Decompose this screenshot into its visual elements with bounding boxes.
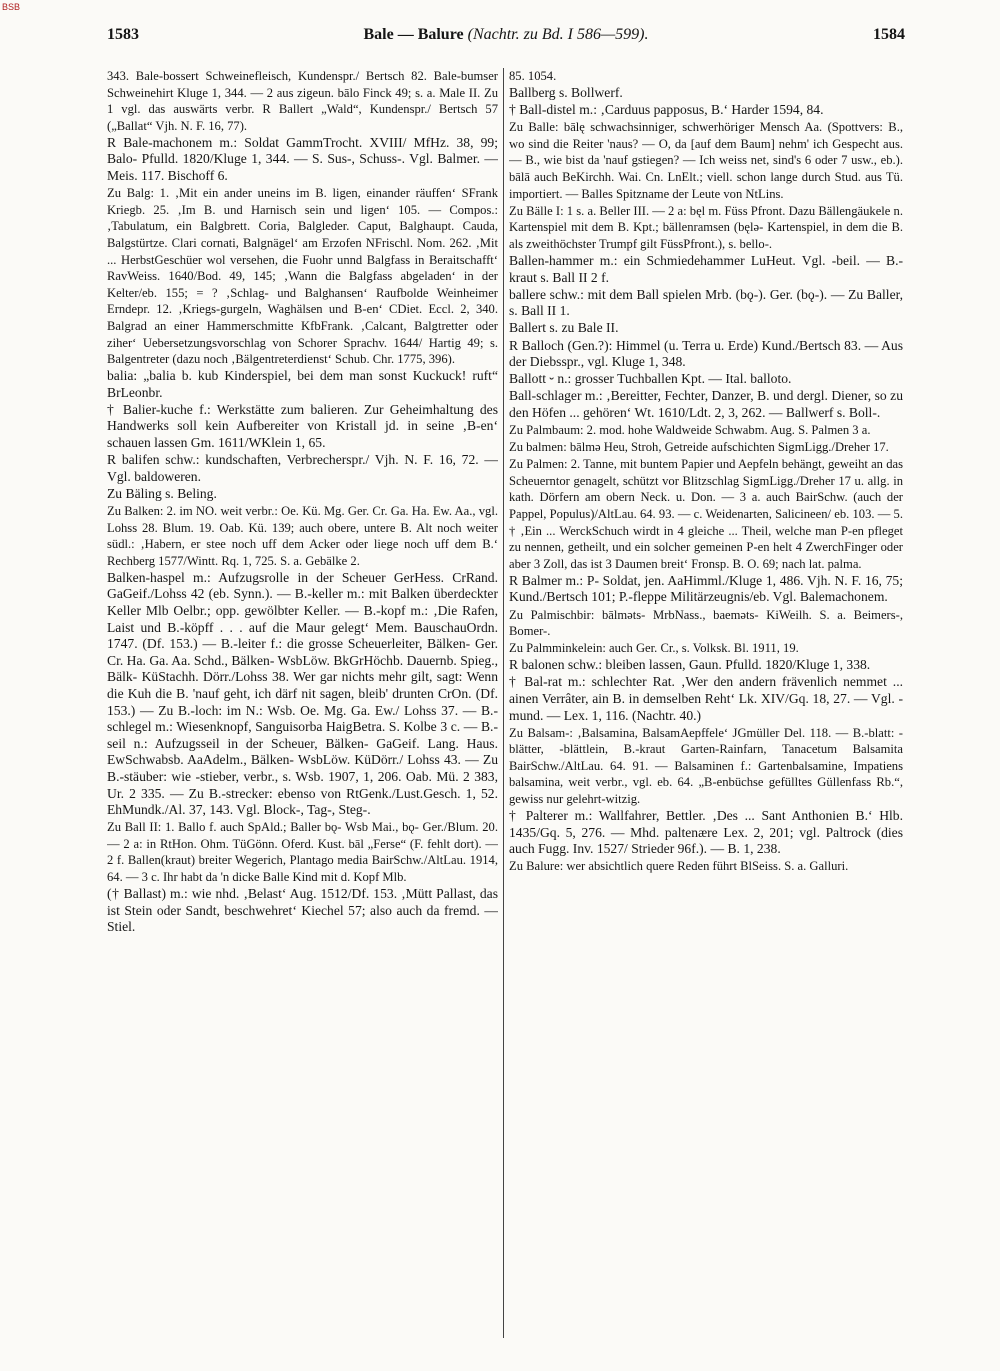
library-mark: BSB [2, 2, 21, 12]
dictionary-entry: R balonen schw.: bleiben lassen, Gaun. Pfulld. 1820/Kluge 1, 338. [509, 657, 871, 673]
dictionary-entry: Ballott ⏑ n.: grosser Tuchballen Kpt. — Ital. balloto. [509, 371, 792, 387]
dictionary-entry: Zu Balg: 1. ‚Mit ein ander uneins im B. ligen, einander räuffen‘ SFrank Kriegb. 25. ‚Im B. und Harnisch sein und ligen‘ 105. — Compos.: ‚Tabulatum, ein Balgbrett. Coria, Balgleder. Caput, Balghaupt. Cauda, Balgstürtze. Clari cornati, Balgnägel‘ am Erzofen NFrischl. Nom. 262. ‚Mit ... HerbstGeschüer wol versehen, die Fuohr unnd Balgfass in Beraitschafft‘ RavWeiss. 1640/Bod. 49, 145; ‚Wann die Balgfass abgeladen‘ in der Kelter/eb. 155; = ? ‚Schlag- und Balghansen‘ Raufbolde Weinheimer Erndepr. 12. ‚Kriegs-gurgeln, Waghälsen und B-en‘ CDiet. Eccl. 2, 340. Balgrad an einer Hammerschmitte KfbFrank. ‚Calcant, Balgtretter oder ziher‘ Uebersetzungsvorschlag von Schorer Sprachv. 1644/ Hartig 49; s. Balgentreter (dazu noch ‚Bälgentreterdienst‘ Schub. Chr. 1775, 396). [107, 186, 498, 367]
dictionary-entry: Zu Balle: bālę schwachsinniger, schwerhöriger Mensch Aa. (Spottvers: B., wo sind die Reiter 'naus? — O, da [auf dem Baum] nehm' ich Gespecht aus. — B., wie bist da 'nauf gstiegen? — Ich weiss net, sind's 6 oder 7 usw., eb.). bālā auch BeKirchh. Wai. Cn. LnElt.; viell. schon lange durch Stud. aus Tü. importiert. — Balles Spitzname der Leute von NtLins. [509, 120, 903, 201]
dictionary-entry: † Balier-kuche f.: Werkstätte zum balieren. Zur Geheimhaltung des Handwerks soll kein Aufbereiter von Kristall jd. in seine ‚B-en‘ schauen lassen Gm. 1611/WKlein 1, 65. [107, 401, 498, 451]
dictionary-entry: R Balloch (Gen.?): Himmel (u. Terra u. Erde) Kund./Bertsch 83. — Aus der Diebsspr., vgl. Kluge 1, 348. [509, 337, 903, 370]
page-number-left: 1583 [107, 26, 139, 43]
dictionary-entry: Zu Balsam-: ‚Balsamina, BalsamAepffele‘ JGmüller Del. 118. — B.-blatt: -blätter, -blättlein, B.-kraut Garten-Rainfarn, Tanacetum Balsamita BairSchw./AltLau. 64. 91. — Balsaminen f.: Gartenbalsamine, Impatiens balsamina, weit verbr., vgl. eb. 64. „B-enbüchse gefülltes Güllenfass Rb.“, gewiss nur gelehrt-witzig. [509, 725, 903, 807]
dictionary-entry: Zu Palmischbir: bālməts- MrbNass., baeməts- KiWeilh. S. a. Beimers-, Bomer-. [509, 607, 903, 639]
dictionary-entry: Zu Palmen: 2. Tanne, mit buntem Papier und Aepfeln behängt, geweiht an das Scheuerntor genagelt, schützt vor Blitzschlag SigmLigg./Dreher 17 u. allg. in kath. Dörfern am obern Neck. u. Don. — 3 a. auch BairSchw. (auch der Pappel, Populus)/AltLau. 64. 93. — c. Weidenarten, Salicineen/ eb. 103. — 5. † ‚Ein ... WerckSchuch wirdt in 4 gleiche ... Theil, welche man P-en pfleget zu nennen, getheilt, und ein solcher gemeinen P-en helt 4 ZwerchFinger oder aber 3 Zoll, das ist 3 Daumen breit‘ Fronsp. B. O. 69; nach lat. palma. [509, 457, 903, 571]
dictionary-entry: balia: „balia b. kub Kinderspiel, bei dem man sonst Kuckuck! ruft“ BrLeonbr. [107, 368, 498, 400]
dictionary-entry: 85. 1054. [509, 69, 557, 83]
right-column [509, 68, 903, 1358]
dictionary-entry: Zu Ball II: 1. Ballo f. auch SpAld.; Baller bǫ- Wsb Mai., bǫ- Ger./Blum. 20. — 2 a: in RtHon. Ohm. TüGönn. Oferd. Kust. bāl „Ferse“ (F. fehlt dort). — 2 f. Ballen(kraut) breiter Wegerich, Plantago media BairSchw./AltLau. 1914, 64. — 3 c. Ihr habt da 'n dicke Balle Kind mit d. Kopf Mlb. [107, 820, 498, 884]
running-title-main: Bale — Balure [363, 26, 464, 43]
dictionary-entry: 343. Bale-bossert Schweinefleisch, Kundenspr./ Bertsch 82. Bale-bumser Schweinehirt Kluge 1, 344. — 2 aus zigeun. bālo Finck 49; s. a. Male II. Zu 1 vgl. das auswärts verbr. R Ballert „Wald“, Kundenspr./ Bertsch 57 („Ballat“ Vjh. N. F. 16, 77). [107, 69, 498, 133]
dictionary-entry: Zu balmen: bālmə Heu, Stroh, Getreide aufschichten SigmLigg./Dreher 17. [509, 440, 889, 455]
dictionary-entry: Zu Bäling s. Beling. [107, 485, 217, 501]
dictionary-entry: Balken-haspel m.: Aufzugsrolle in der Scheuer GerHess. CrRand. GaGeif./Lohss 42 (eb. Synn.). — B.-keller m.: mit Balken überdeckter Keller Mlb Oelbr.; opp. gewölbter Keller. — B.-kopf m.: ‚Die Rafen, Laist und B.-köpff . . . auf die Maur gelegt‘ Mem. BauschauOrdn. 1747. (Df. 153.) — B.-leiter f.: die grosse Scheuerleiter, Bälken- Ger. Cr. Ha. Ga. Aa. Schd., Bälken- WsbLöw. BkGrHöchb. Dauernb. Spieg., Bälk- KüStachh. Dörr./Lohss 38. Wer gar nichts mehr gilt, sagt: Wenn die Kuh die B. 'nauf geht, ich därf nit sagen, bleib' drunten CrOn. (Df. 153.) — Zu B.-loch: im N.: Wsb. Oe. Mg. Ga. Ew./ Lohss 37. — B.-schlegel m.: Wiesenknopf, Sanguisorba HaigBetra. S. Kolbe 3 c. — B.-seil n.: Aufzugsseil in der Scheuer, Bälken- GaGeif. Lang. Haus. EwSchwabsb. AaAdelm., Bälken- WsbLöw. KüDörr./ Lohss 43. — Zu B.-stäuber: wie -stieber, verbr., s. Wsb. 1907, 1, 206. Oab. Mü. 2 383, Ur. 2 335. — Zu B.-strecker: ebenso von RtGenk./Lust.Gesch. 1, 52. EhMundk./Al. 37, 143. Vgl. Block-, Tag-, Steg-. [107, 569, 498, 818]
dictionary-entry: † Bal-rat m.: schlechter Rat. ‚Wer den andern frävenlich nemmet ... ainen Verrâter, ain B. in demselben Reht‘ Lk. XIV/Gq. 18, 27. — Vgl. -mund. — Lex. 1, 116. (Nachtr. 40.) [509, 674, 903, 723]
dictionary-entry: Zu Balken: 2. im NO. weit verbr.: Oe. Kü. Mg. Ger. Cr. Ga. Ha. Ew. Aa., vgl. Lohss 28. Blum. 19. Oab. Kü. 139; auch obere, untere B. Alt noch weiter südl.: ‚Habern, er stee noch uff dem Acker oder liege noch uff dem B.‘ Rechberg 1577/Wintt. Rq. 1, 725. S. a. Gebälke 2. [107, 503, 498, 568]
dictionary-entry: ballere schw.: mit dem Ball spielen Mrb. (bǫ-). Ger. (bǫ-). — Zu Baller, s. Ball II 1. [509, 286, 903, 319]
dictionary-entry: R Balmer m.: P- Soldat, jen. AaHimml./Kluge 1, 486. Vjh. N. F. 16, 75; Kund./Bertsch 101; P.-fleppe Militärzeugnis/eb. Vgl. Balemachonem. [509, 572, 903, 605]
dictionary-entry: Zu Balure: wer absichtlich quere Reden führt BlSeiss. S. a. Galluri. [509, 859, 849, 874]
column-divider [503, 68, 504, 1338]
dictionary-entry: Ballert s. zu Bale II. [509, 320, 619, 336]
running-title [107, 26, 905, 44]
dictionary-entry: Ball-schlager m.: ‚Bereitter, Fechter, Danzer, B. und dergl. Diener, so zu den Höfen ... gehören‘ Wt. 1610/Ldt. 2, 3, 262. — Ballwerf s. Boll-. [509, 388, 903, 420]
dictionary-entry: Ballen-hammer m.: ein Schmiedehammer LuHeut. Vgl. -beil. — B.-kraut s. Ball II 2 f. [509, 253, 903, 285]
dictionary-entry: R balifen schw.: kundschaften, Verbrecherspr./ Vjh. N. F. 16, 72. — Vgl. baldoweren. [107, 452, 498, 484]
page-number-right: 1584 [873, 26, 905, 43]
dictionary-entry: R Bale-machonem m.: Soldat GammTrocht. XVIII/ MfHz. 38, 99; Balo- Pfulld. 1820/Kluge 1, 344. — S. Sus-, Schuss-. Vgl. Balmer. — Meis. 117. Bischoff 6. [107, 134, 498, 184]
left-column [107, 68, 498, 1358]
dictionary-entry: Zu Palmbaum: 2. mod. hohe Waldweide Schwabm. Aug. S. Palmen 3 a. [509, 422, 871, 437]
dictionary-entry: Ballberg s. Bollwerf. [509, 85, 623, 101]
running-title-note: (Nachtr. zu Bd. I 586—599). [467, 26, 649, 43]
dictionary-entry: † Palterer m.: Wallfahrer, Bettler. ‚Des ... Sant Anthonien B.‘ Hlb. 1435/Gq. 5, 276. — Mhd. paltenære Lex. 2, 201; vgl. Paltrock (dies auch Fugg. Inv. 1527/ Strieder 96f.). — B. 1, 238. [509, 808, 903, 857]
dictionary-entry: † Ball-distel m.: ‚Carduus papposus, B.‘ Harder 1594, 84. [509, 102, 824, 118]
running-header [107, 26, 905, 50]
dictionary-entry: Zu Bälle I: 1 s. a. Beller III. — 2 a: bęl m. Füss Pfront. Dazu Bällengäukele n. Kartenspiel mit dem B. Kpt.; bällenramsen (bęlə- Kartenspiel, in dem die B. als zweithöchster Trumpf gilt FüssPfront.), s. bello-. [509, 203, 903, 251]
dictionary-entry: Zu Palmminkelein: auch Ger. Cr., s. Volksk. Bl. 1911, 19. [509, 641, 799, 656]
dictionary-entry: († Ballast) m.: wie nhd. ‚Belast‘ Aug. 1512/Df. 153. ‚Mütt Pallast, das ist Stein oder Sandt, beschwehret‘ Kiechel 57; also auch da fremd. — Stiel. [107, 886, 498, 935]
